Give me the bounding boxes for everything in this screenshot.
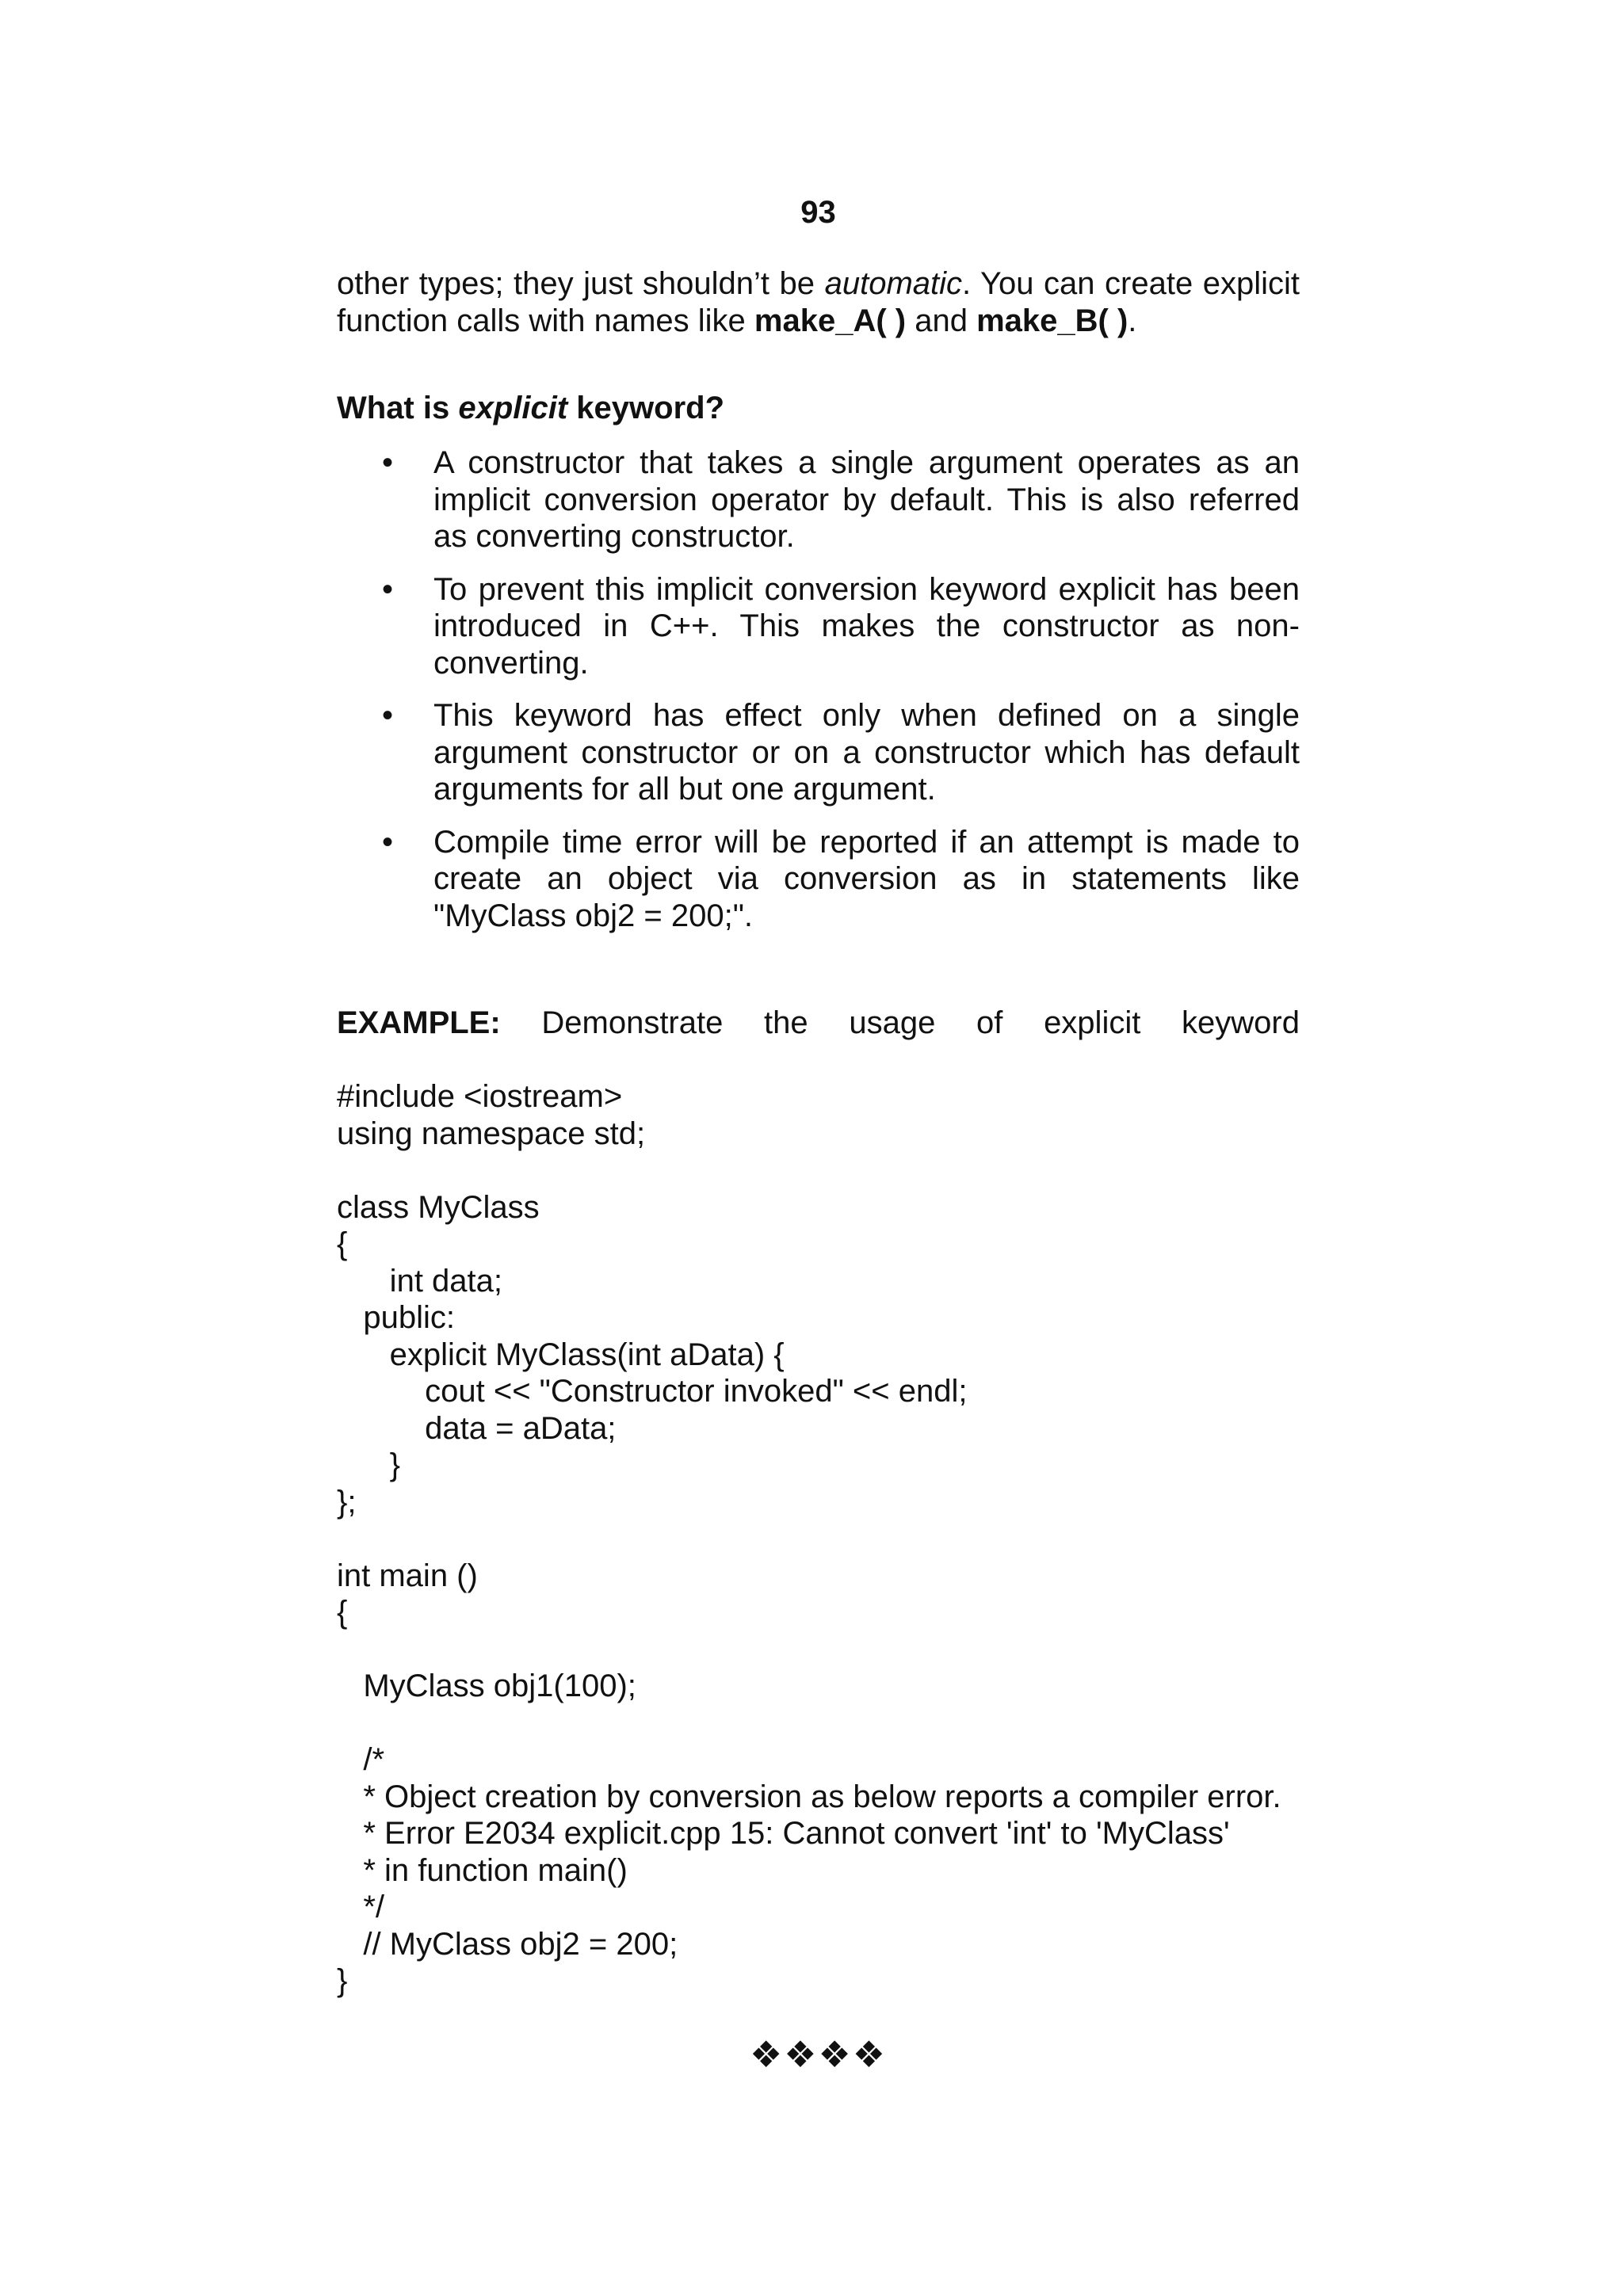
bullet-text: A constructor that takes a single argument operates as an implicit conversion operator by default. This is also referred as converting constructor. [433,445,1300,554]
example-word: of [976,1005,1003,1040]
heading-italic: explicit [458,391,568,425]
example-title [337,1005,1300,1042]
heading-post: keyword? [567,391,725,425]
example-word: usage [849,1005,936,1040]
intro-text-1: other types; they just shouldn’t be [337,266,825,301]
bullet-text: To prevent this implicit conversion keyword explicit has been introduced in C++. This makes the constructor as non-converting. [433,571,1300,681]
code-line: explicit MyClass(int aData) { [337,1337,785,1372]
code-line: int data; [337,1263,503,1299]
code-line: #include <iostream> [337,1079,623,1114]
code-line: */ [337,1890,385,1924]
code-line: } [337,1447,401,1482]
bullet-item [337,444,1300,555]
code-line: // MyClass obj2 = 200; [337,1926,678,1962]
code-line: * Object creation by conversion as below reports a compiler error. [337,1779,1281,1814]
code-line: data = aData; [337,1410,617,1446]
bullet-list [337,444,1300,950]
bullet-text: This keyword has effect only when defined on a single argument constructor or on a constructor which has default arguments for all but one argument. [433,698,1300,807]
code-line: int main () [337,1558,478,1593]
code-line: * Error E2034 explicit.cpp 15: Cannot convert 'int' to 'MyClass' [337,1816,1230,1851]
code-line: using namespace std; [337,1116,646,1151]
example-word: explicit [1044,1005,1141,1040]
bullet-item [337,571,1300,682]
ornament-divider-icon: ❖❖❖❖ [750,2033,887,2076]
code-line: { [337,1226,348,1261]
intro-bold-make-a: make_A( ) [754,303,907,338]
code-line [337,1152,1300,1189]
bullet-dot-icon: • [382,445,394,480]
code-listing [337,1078,1300,2000]
code-line: } [337,1963,348,1998]
code-line: public: [337,1300,455,1335]
code-line [337,1520,1300,1558]
intro-italic: automatic [824,266,963,301]
code-line: }; [337,1484,357,1520]
bullet-item [337,824,1300,935]
bullet-dot-icon: • [382,824,394,860]
intro-text-3: and [906,303,977,338]
example-label: EXAMPLE: [337,1005,501,1040]
code-line: cout << "Constructor invoked" << endl; [337,1374,968,1409]
example-word: Demonstrate [541,1005,724,1040]
bullet-dot-icon: • [382,698,394,733]
intro-paragraph [337,265,1300,339]
code-line: * in function main() [337,1852,628,1888]
code-line: MyClass obj1(100); [337,1669,636,1703]
bullet-item [337,697,1300,808]
code-line [337,1705,1300,1742]
section-heading [337,390,724,427]
bullet-text: Compile time error will be reported if an attempt is made to create an object via conversion as in statements like "MyClass obj2 = 200;". [433,824,1300,933]
heading-pre: What is [337,391,459,425]
code-line: /* [337,1742,385,1777]
intro-bold-make-b: make_B( ) [976,303,1128,338]
intro-text-2: . You can create explicit function calls with names like [337,266,1300,338]
intro-text-4: . [1128,303,1137,338]
page-number: 93 [800,195,836,230]
code-line: class MyClass [337,1189,540,1225]
code-line: { [337,1595,348,1630]
example-word: keyword [1182,1005,1300,1040]
bullet-dot-icon: • [382,571,394,607]
code-line [337,1631,1300,1669]
example-word: the [764,1005,808,1040]
